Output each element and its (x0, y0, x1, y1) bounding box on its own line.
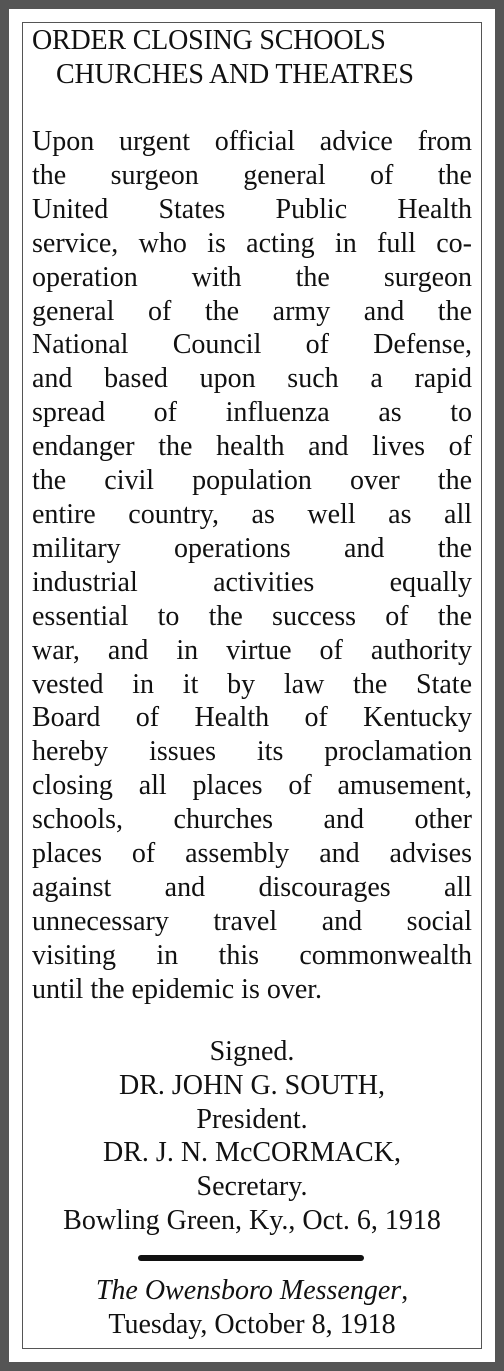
body-line: the civil population over the (32, 465, 472, 497)
secretary-name: DR. J. N. McCORMACK, (103, 1137, 401, 1169)
body-line: war, and in virtue of authority (32, 634, 472, 666)
body-line: closing all places of amusement, (32, 770, 472, 802)
source-citation (14, 1274, 490, 1342)
secretary-title: Secretary. (196, 1171, 308, 1203)
body-line: the surgeon general of the (32, 159, 472, 191)
publication-name: The Owensboro Messenger (95, 1275, 402, 1306)
body-line: essential to the success of the (32, 600, 472, 632)
body-line: Upon urgent official advice from (32, 126, 472, 157)
body-line-last: until the epidemic is over. (32, 973, 323, 1005)
body-line: industrial activities equally (32, 566, 472, 598)
president-name: DR. JOHN G. SOUTH, (118, 1069, 385, 1101)
body-line: schools, churches and other (32, 804, 472, 836)
divider-rule (138, 1255, 364, 1261)
body-line: against and discourages all (32, 871, 472, 903)
publication-date: Tuesday, October 8, 1918 (108, 1309, 396, 1340)
body-line: entire country, as well as all (32, 498, 472, 530)
publication-line (14, 1274, 490, 1308)
body-line: United States Public Health (32, 193, 472, 225)
signed-label: Signed. (209, 1036, 295, 1067)
body-line: National Council of Defense, (32, 329, 472, 361)
proclamation-body (32, 125, 472, 1007)
headline-line-2: CHURCHES AND THEATRES (56, 59, 414, 90)
body-line: military operations and the (32, 532, 472, 564)
place-date: Bowling Green, Ky., Oct. 6, 1918 (63, 1204, 441, 1236)
headline-line-1: ORDER CLOSING SCHOOLS (32, 25, 386, 56)
body-line: Board of Health of Kentucky (32, 702, 472, 734)
body-line: vested in it by law the State (32, 668, 472, 700)
headline (32, 24, 477, 92)
body-line: spread of influenza as to (32, 397, 472, 429)
body-line: places of assembly and advises (32, 838, 472, 870)
publication-suffix: , (401, 1275, 409, 1306)
body-line: service, who is acting in full co- (32, 227, 472, 259)
body-line: hereby issues its proclamation (32, 736, 472, 768)
body-line: general of the army and the (32, 295, 472, 327)
president-title: President. (196, 1103, 308, 1135)
signature-block (14, 1035, 490, 1238)
body-line: operation with the surgeon (32, 261, 472, 293)
body-line: endanger the health and lives of (32, 431, 472, 463)
body-line: unnecessary travel and social (32, 905, 472, 937)
body-line: and based upon such a rapid (32, 363, 472, 395)
body-line: visiting in this commonwealth (32, 939, 472, 971)
